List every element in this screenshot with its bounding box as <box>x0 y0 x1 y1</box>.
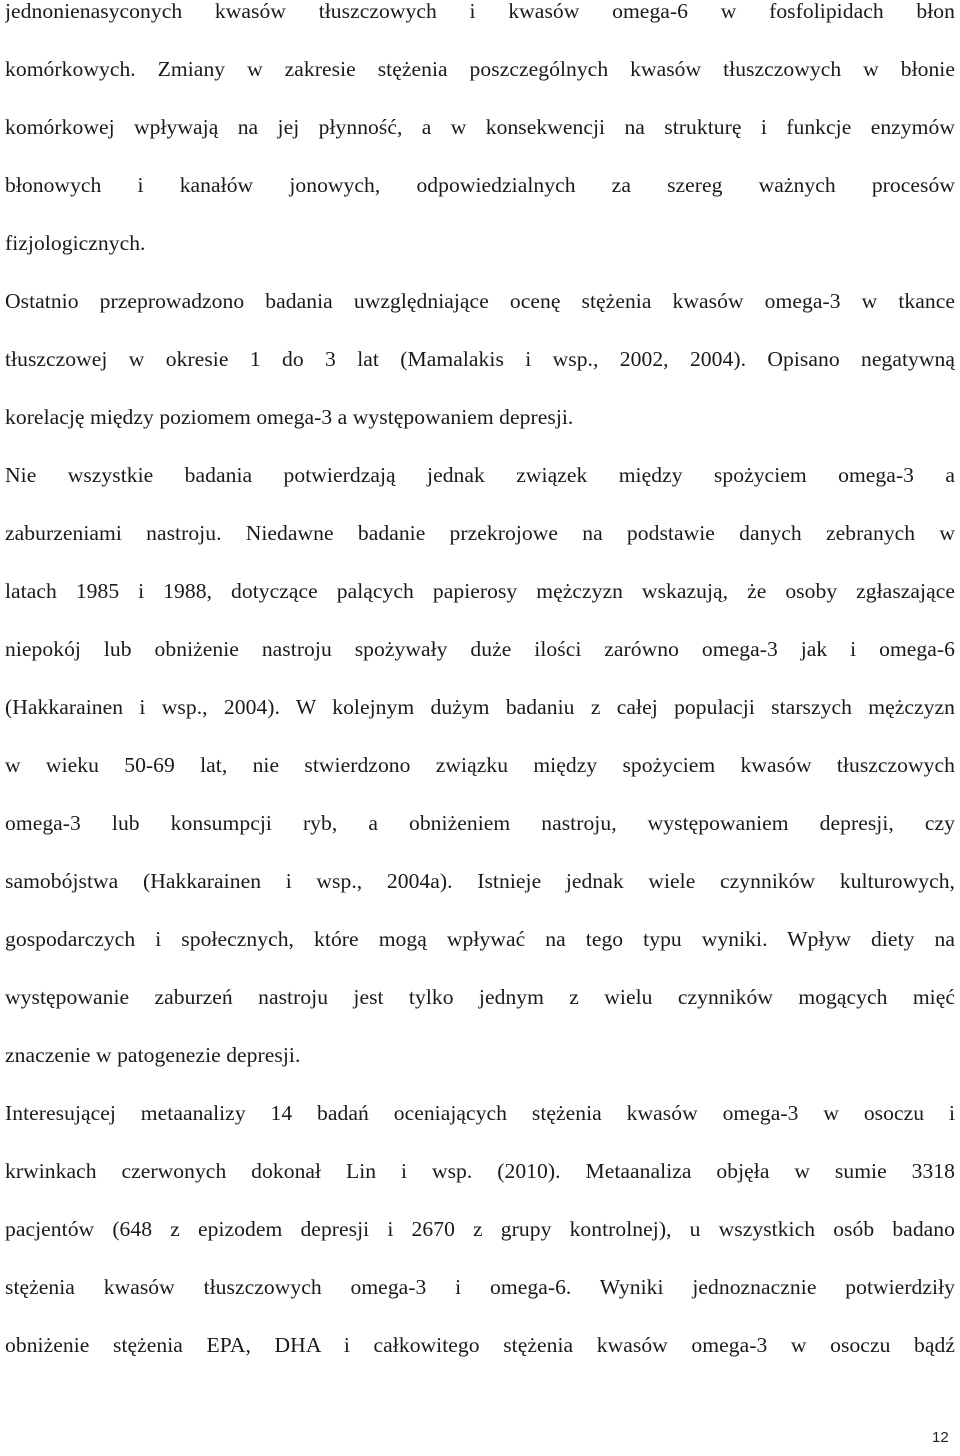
text-line: komórkowej wpływają na jej płynność, a w konsekwencji na strukturę i funkcje enzymów <box>5 115 955 139</box>
text-line: jednonienasyconych kwasów tłuszczowych i kwasów omega-6 w fosfolipidach błon <box>5 0 955 23</box>
text-line: tłuszczowej w okresie 1 do 3 lat (Mamalakis i wsp., 2002, 2004). Opisano negatywną <box>5 347 955 371</box>
text-line: w wieku 50-69 lat, nie stwierdzono związku między spożyciem kwasów tłuszczowych <box>5 753 955 777</box>
text-line: zaburzeniami nastroju. Niedawne badanie przekrojowe na podstawie danych zebranych w <box>5 521 955 545</box>
text-line: niepokój lub obniżenie nastroju spożywały duże ilości zarówno omega-3 jak i omega-6 <box>5 637 955 661</box>
text-line: błonowych i kanałów jonowych, odpowiedzialnych za szereg ważnych procesów <box>5 173 955 197</box>
text-line: występowanie zaburzeń nastroju jest tylko jednym z wielu czynników mogących mięć <box>5 985 955 1009</box>
text-line: Interesującej metaanalizy 14 badań oceniających stężenia kwasów omega-3 w osoczu i <box>5 1101 955 1125</box>
text-line: znaczenie w patogenezie depresji. <box>5 1043 301 1067</box>
text-line: omega-3 lub konsumpcji ryb, a obniżeniem nastroju, występowaniem depresji, czy <box>5 811 955 835</box>
text-line: (Hakkarainen i wsp., 2004). W kolejnym dużym badaniu z całej populacji starszych mężczyzn <box>5 695 955 719</box>
page-number: 12 <box>932 1429 949 1446</box>
text-line: samobójstwa (Hakkarainen i wsp., 2004a). Istnieje jednak wiele czynników kulturowych, <box>5 869 955 893</box>
text-line: korelację między poziomem omega-3 a występowaniem depresji. <box>5 405 574 429</box>
text-line: pacjentów (648 z epizodem depresji i 2670 z grupy kontrolnej), u wszystkich osób badano <box>5 1217 955 1241</box>
text-line: komórkowych. Zmiany w zakresie stężenia poszczególnych kwasów tłuszczowych w błonie <box>5 57 955 81</box>
text-line: obniżenie stężenia EPA, DHA i całkowitego stężenia kwasów omega-3 w osoczu bądź <box>5 1333 955 1357</box>
text-line: stężenia kwasów tłuszczowych omega-3 i omega-6. Wyniki jednoznacznie potwierdziły <box>5 1275 955 1299</box>
text-line: Nie wszystkie badania potwierdzają jednak związek między spożyciem omega-3 a <box>5 463 955 487</box>
text-line: krwinkach czerwonych dokonał Lin i wsp. (2010). Metaanaliza objęła w sumie 3318 <box>5 1159 955 1183</box>
text-line: fizjologicznych. <box>5 231 146 255</box>
text-line: Ostatnio przeprowadzono badania uwzględniające ocenę stężenia kwasów omega-3 w tkance <box>5 289 955 313</box>
text-line: gospodarczych i społecznych, które mogą wpływać na tego typu wyniki. Wpływ diety na <box>5 927 955 951</box>
text-line: latach 1985 i 1988, dotyczące palących papierosy mężczyzn wskazują, że osoby zgłaszające <box>5 579 955 603</box>
